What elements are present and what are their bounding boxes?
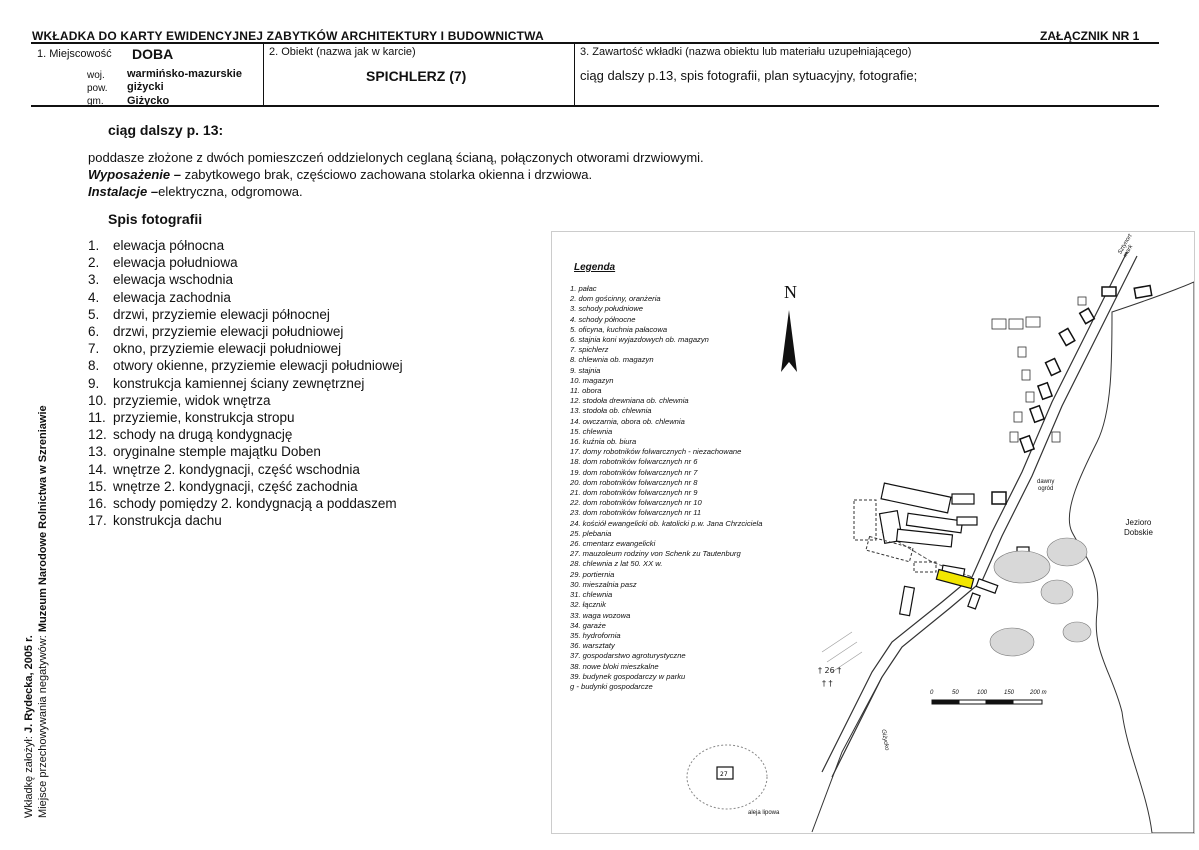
legend-item: 24. kościół ewangelicki ob. katolicki p.w. Jana Chrzciciela [570, 518, 763, 528]
photo-caption: elewacja wschodnia [113, 272, 234, 288]
list-item [88, 323, 403, 340]
legend-item: 12. stodoła drewniana ob. chlewnia [570, 396, 689, 406]
photo-number: 8. [88, 358, 100, 374]
installations-label: Instalacje – [88, 184, 159, 199]
list-item [88, 461, 403, 478]
photo-caption: przyziemie, konstrukcja stropu [113, 410, 295, 426]
side-road [812, 677, 882, 832]
legend-item: 30. mieszalnia pasz [570, 579, 637, 589]
list-item [88, 426, 403, 443]
column-divider [263, 44, 264, 105]
photo-number: 1. [88, 238, 100, 253]
alley-label: aleja lipowa [748, 810, 780, 816]
photo-caption: przyziemie, widok wnętrza [113, 392, 271, 408]
lake-shore [1069, 282, 1194, 833]
photo-caption: konstrukcja kamiennej ściany zewnętrznej [113, 375, 365, 391]
legend-list [570, 284, 762, 692]
header-table [31, 42, 1159, 107]
legend-item: 14. owczarnia, obora ob. chlewnia [570, 416, 685, 426]
photo-caption: konstrukcja dachu [113, 513, 222, 529]
photo-caption: oryginalne stemple majątku Doben [113, 444, 321, 460]
photo-caption: elewacja południowa [113, 255, 238, 271]
storage-prefix: Miejsce przechowywania negatywów: [37, 632, 49, 818]
legend-item: 37. gospodarstwo agroturystyczne [570, 651, 686, 661]
photo-caption: schody pomiędzy 2. kondygnacją a poddaszem [113, 496, 397, 512]
contents-label: 3. Zawartość wkładki (nazwa obiektu lub materiału uzupełniającego) [580, 46, 912, 58]
photo-number: 15. [88, 478, 107, 494]
legend-item: 21. dom robotników folwarcznych nr 9 [570, 488, 698, 498]
photo-number: 3. [88, 272, 100, 288]
list-item [88, 237, 403, 254]
photo-caption: schody na drugą kondygnację [113, 427, 293, 443]
voivodeship-value: warmińsko-mazurskie [127, 68, 242, 80]
garden-label: dawny ogród [1037, 479, 1055, 492]
sidebar-credits [22, 405, 50, 818]
photo-number: 17. [88, 513, 107, 529]
photo-caption: okno, przyziemie elewacji południowej [113, 341, 342, 357]
scale-label: 200 m [1030, 690, 1047, 696]
photo-caption: elewacja północna [113, 238, 225, 253]
legend-title: Legenda [574, 262, 616, 273]
list-item [88, 392, 403, 409]
county-value: giżycki [127, 81, 164, 93]
legend-item: 38. nowe bloki mieszkalne [570, 661, 659, 671]
author-name: J. Rydecka, 2005 r. [23, 635, 35, 734]
north-arrow [781, 310, 797, 372]
photo-caption: elewacja zachodnia [113, 289, 231, 305]
attic-description: poddasze złożone z dwóch pomieszczeń oddzielonych ceglaną ścianą, połączonych otworami drzwiowymi. [88, 150, 704, 165]
photo-number: 9. [88, 375, 100, 391]
legend-item: 8. chlewnia ob. magazyn [570, 355, 654, 365]
photo-list [88, 237, 403, 529]
list-item [88, 443, 403, 460]
photo-number: 6. [88, 324, 100, 340]
commune-label: gm. [87, 96, 104, 107]
legend-item: 18. dom robotników folwarcznych nr 6 [570, 457, 698, 467]
author-prefix: Wkładkę założył: [23, 733, 35, 818]
photo-caption: drzwi, przyziemie elewacji północnej [113, 306, 330, 322]
list-item [88, 271, 403, 288]
photo-number: 11. [88, 410, 106, 426]
legend-item: 3. schody południowe [570, 304, 644, 314]
photo-number: 12. [88, 427, 107, 443]
legend-item: 34. garaże [570, 620, 606, 630]
column-divider [574, 44, 575, 105]
photo-caption: wnętrze 2. kondygnacji, część zachodnia [113, 478, 358, 494]
site-plan-map [551, 231, 1195, 834]
legend-item: 29. portiernia [570, 569, 615, 579]
photo-caption: otwory okienne, przyziemie elewacji południowej [113, 358, 403, 374]
road-south-label: Giżycko [879, 728, 890, 752]
legend-item: 1. pałac [570, 284, 597, 293]
photo-list-heading: Spis fotografii [108, 211, 203, 227]
crosses [818, 666, 841, 688]
equipment-label: Wyposażenie – [88, 167, 181, 182]
photo-caption: wnętrze 2. kondygnacji, część wschodnia [113, 461, 360, 477]
legend-item: 26. cmentarz ewangelicki [570, 539, 656, 549]
annex-label: ZAŁĄCZNIK NR 1 [1040, 29, 1140, 43]
locality-label: 1. Miejscowość [37, 48, 112, 60]
legend-item: 10. magazyn [570, 375, 614, 385]
scale-label: 50 [952, 690, 959, 696]
legend-item: 28. chlewnia z lat 50. XX w. [570, 559, 663, 569]
legend-item: 35. hydrofornia [570, 630, 621, 640]
legend-item: 2. dom gościnny, oranżeria [570, 294, 661, 304]
legend-item: 27. mauzoleum rodziny von Schenk zu Tautenburg [570, 549, 741, 559]
svg-text:† †: † † [822, 679, 833, 688]
list-item [88, 495, 403, 512]
photo-number: 14. [88, 461, 107, 477]
document-title: WKŁADKA DO KARTY EWIDENCYJNEJ ZABYTKÓW ARCHITEKTURY I BUDOWNICTWA [32, 29, 544, 43]
list-item [88, 409, 403, 426]
legend-item: 16. kuźnia ob. biura [570, 437, 637, 447]
installations-line [88, 184, 303, 199]
storage-line [36, 405, 50, 818]
list-item [88, 512, 403, 529]
scale-label: 100 [977, 690, 988, 696]
storage-place: Muzeum Narodowe Rolnictwa w Szreniawie [37, 405, 49, 633]
photo-number: 7. [88, 341, 100, 357]
equipment-text: zabytkowego brak, częściowo zachowana stolarka okienna i drzwiowa. [180, 167, 593, 182]
legend-item: 15. chlewnia [570, 426, 613, 436]
legend-item: 11. obora [570, 386, 602, 396]
list-item [88, 306, 403, 323]
legend-item: 31. chlewnia [570, 590, 613, 600]
legend-item: 17. domy robotników folwarcznych - niezachowane [570, 447, 742, 457]
legend-item: 22. dom robotników folwarcznych nr 10 [570, 498, 702, 508]
legend-item: g - budynki gospodarcze [570, 681, 653, 691]
legend-item: 4. schody północne [570, 314, 636, 324]
list-item [88, 375, 403, 392]
scale-label: 0 [930, 690, 934, 696]
scale-bar [932, 700, 1042, 704]
scale-label: 150 [1004, 690, 1015, 696]
contents-value: ciąg dalszy p.13, spis fotografii, plan sytuacyjny, fotografie; [580, 68, 918, 83]
north-label: N [784, 282, 797, 302]
legend-item: 19. dom robotników folwarcznych nr 7 [570, 467, 698, 477]
equipment-line [88, 167, 592, 182]
list-item [88, 357, 403, 374]
voivodeship-label: woj. [87, 70, 105, 81]
legend-item: 13. stodoła ob. chlewnia [570, 406, 652, 416]
mausoleum-number: 27 [720, 771, 728, 778]
photo-caption: drzwi, przyziemie elewacji południowej [113, 324, 344, 340]
legend-item: 32. łącznik [570, 600, 606, 610]
legend-item: 5. oficyna, kuchnia pałacowa [570, 324, 668, 334]
legend-item: 9. stajnia [570, 365, 601, 375]
legend-item: 6. stajnia koni wyjazdowych ob. magazyn [570, 335, 709, 345]
svg-text:† 26 †: † 26 † [818, 666, 842, 675]
photo-number: 13. [88, 444, 107, 460]
installations-text: elektryczna, odgromowa. [158, 184, 303, 199]
locality-value: DOBA [132, 46, 174, 62]
photo-number: 10. [88, 392, 107, 408]
list-item [88, 254, 403, 271]
object-value: SPICHLERZ (7) [366, 68, 467, 84]
lake-label: Jezioro Dobskie [1124, 518, 1153, 537]
road-north-label: Sztynort mark [1117, 233, 1135, 259]
legend-item: 23. dom robotników folwarcznych nr 11 [570, 508, 702, 518]
county-label: pow. [87, 83, 108, 94]
park-trees [990, 538, 1091, 656]
legend-item: 7. spichlerz [570, 345, 609, 355]
list-item [88, 289, 403, 306]
legend-item: 36. warsztaty [570, 641, 615, 651]
continuation-heading: ciąg dalszy p. 13: [108, 122, 224, 138]
object-label: 2. Obiekt (nazwa jak w karcie) [269, 46, 416, 58]
photo-number: 5. [88, 306, 100, 322]
legend-item: 25. plebania [570, 528, 612, 538]
photo-number: 2. [88, 255, 100, 271]
photo-number: 4. [88, 289, 100, 305]
commune-value: Giżycko [127, 95, 170, 107]
legend-item: 39. budynek gospodarczy w parku [570, 671, 686, 681]
list-item [88, 478, 403, 495]
author-line [22, 405, 36, 818]
legend-item: 20. dom robotników folwarcznych nr 8 [570, 477, 698, 487]
legend-item: 33. waga wozowa [570, 610, 631, 620]
list-item [88, 340, 403, 357]
photo-number: 16. [88, 496, 107, 512]
